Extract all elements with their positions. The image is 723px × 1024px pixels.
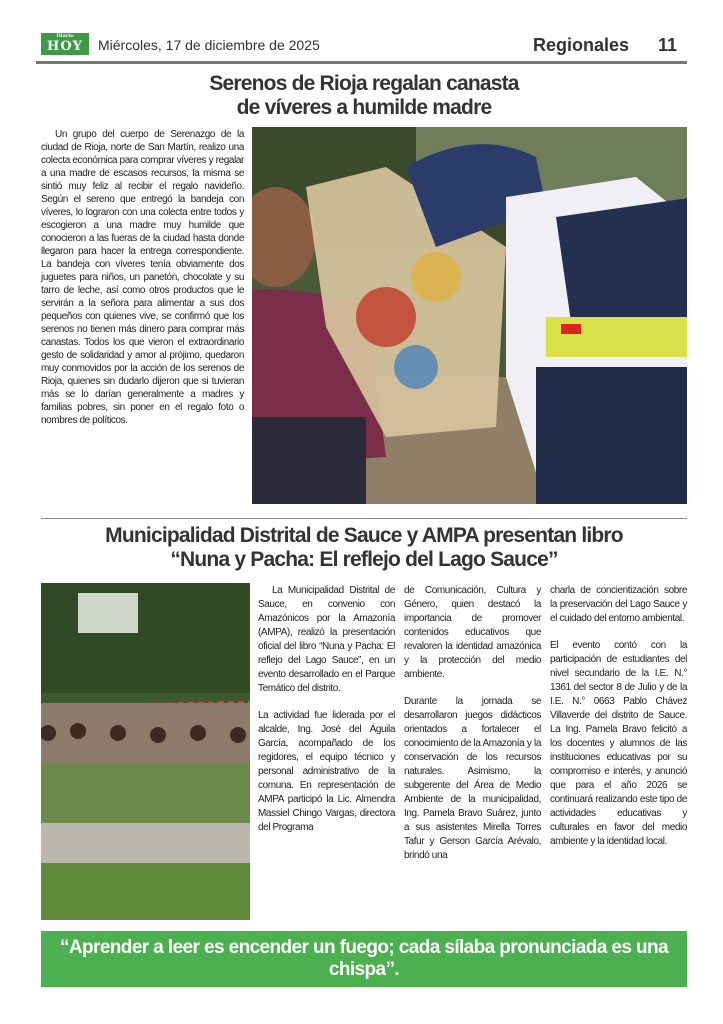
quote-banner: [41, 931, 687, 987]
headline-line: Municipalidad Distrital de Sauce y AMPA presentan libro: [105, 524, 623, 547]
header-rule: [36, 61, 687, 64]
article2-paragraph: La Municipalidad Distrital de Sauce, en convenio con Amazónicos por la Amazonía (AMPA), realizó la presentación oficial del libro “Nuna y Pacha: El reflejo del Lago Sauce”, en un evento desarrollado en el Parque Temático del distrito.: [258, 585, 395, 694]
article1-body: [41, 128, 244, 427]
issue-date: Miércoles, 17 de diciembre de 2025: [98, 37, 320, 53]
article2-paragraph: El evento contó con la participación de estudiantes del nivel secundario de la I.E. N.° 1361 del sector 8 de Julio y de la I.E. N.° 0663 Pablo Chávez Villaverde del distrito de Sauce. La Ing. Pamela Bravo felicitó a los docentes y alumnos de las instituciones educativas por su compromiso e interés, y anunció que para el año 2026 se continuará realizando este tipo de actividades educativas y culturales en favor del medio ambiente y la identidad local.: [550, 640, 687, 847]
quote-text: “Aprender a leer es encender un fuego; cada sílaba pronunciada es una chispa”.: [60, 937, 668, 980]
page-number: 11: [658, 35, 678, 55]
section-divider: [41, 518, 687, 519]
logo-small-text: Diario: [56, 33, 74, 39]
article2-headline: [41, 524, 687, 572]
section-name: Regionales: [533, 35, 630, 55]
photo-libro-presentation: [41, 583, 250, 920]
article1-paragraph: Un grupo del cuerpo de Serenazgo de la ciudad de Rioja, norte de San Martín, realizo una colecta económica para comprar víveres y regalar a una madre de escasos recursos, la misma se sintió muy feliz al recibir el regalo navideño. Según el sereno que entregó la bandeja con víveres, lo lograron con una colecta entre todos y escogieron a una madre muy humilde que conocieron a las fueras de la ciudad hasta donde llegaron para hacer la entrega correspondiente. La bandeja con víveres tenía obviamente dos juguetes para niños, un panetón, chocolate y su tarro de leche, así como otros productos que le servirán a la señora para alimentar a sus dos pequeños con quienes vive, se confirmó que los serenos no tienen más dinero para comprar más canastas. Todos los que vieron el extraordinario gesto de solidaridad y amor al prójimo, quedaron muy conmovidos por la acción de los serenos de Rioja, quienes sin dudarlo dijeron que si tuvieran más se lo darían generalmente a madres y familias pobres, sin poner en el regalo foto o nombres de políticos.: [41, 129, 244, 426]
article2-paragraph: Durante la jornada se desarrollaron juegos didácticos orientados a fortalecer el conocimiento de la Amazonía y la conservación de los recursos naturales. Asimismo, la subgerente del Área de Medio Ambiente de la municipalidad, Ing. Pamela Bravo Suárez, junto a sus asistentes Mirella Torres Tafur y Gerson García Arévalo, brindó una: [404, 696, 541, 861]
article1-headline: [41, 72, 687, 120]
article2-column-2: [404, 584, 541, 863]
article2-paragraph: charla de concientización sobre la preservación del Lago Sauce y el cuidado del entorno ambiental.: [550, 585, 687, 624]
article2-paragraph: La actividad fue liderada por el alcalde, Ing. José del Águila García, acompañado de los regidores, el equipo técnico y personal administrativo de la comuna. En representación de AMPA participó la Lic. Almendra Massiel Chingo Vargas, directora del Programa: [258, 710, 395, 833]
headline-line: “Nuna y Pacha: El reflejo del Lago Sauce”: [170, 548, 558, 571]
article2-photo: [41, 583, 250, 920]
logo-big-text: HOY: [47, 39, 83, 54]
article2-column-3: [550, 584, 687, 849]
article2-column-1: [258, 584, 395, 835]
diario-hoy-logo: [41, 33, 89, 55]
headline-line: de víveres a humilde madre: [236, 96, 492, 119]
photo-serenos-canasta: [252, 127, 687, 504]
headline-line: Serenos de Rioja regalan canasta: [209, 72, 519, 95]
article2-paragraph: de Comunicación, Cultura y Género, quien destacó la importancia de promover contenidos educativos que revaloren la identidad amazónica y la protección del medio ambiente.: [404, 585, 541, 680]
article1-photo: [252, 127, 687, 504]
